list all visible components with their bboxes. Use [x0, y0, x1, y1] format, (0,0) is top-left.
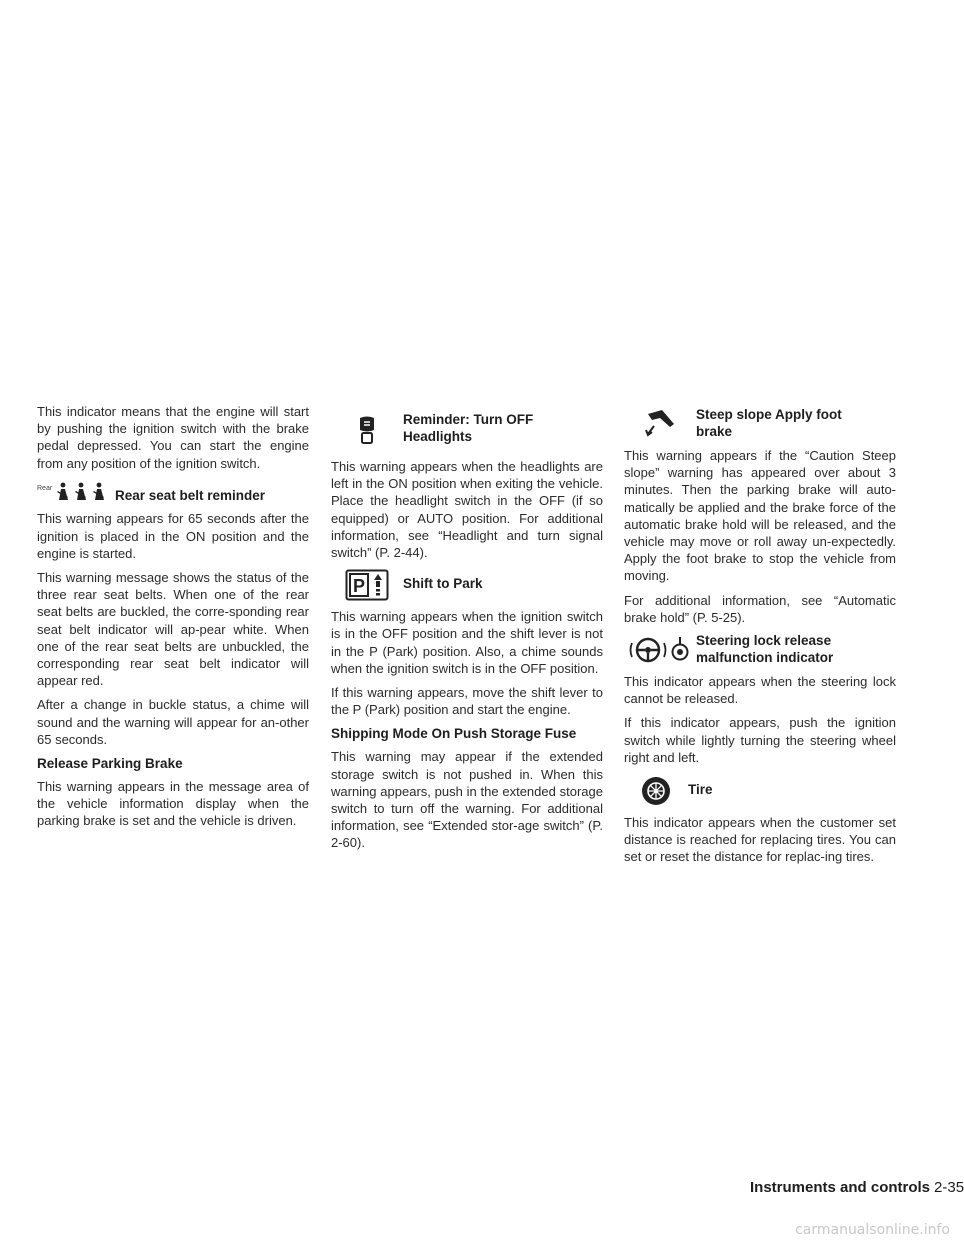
- headlights-title-line-1: Reminder: Turn OFF: [403, 412, 534, 427]
- steering-lock-paragraph-1: This indicator appears when the steering lock cannot be released.: [624, 674, 896, 707]
- tire-title: Tire: [688, 782, 713, 798]
- page-number: 2-35: [934, 1179, 964, 1196]
- section-title: Instruments and controls: [750, 1179, 931, 1196]
- rear-seat-paragraph-3: After a change in buckle status, a chime will sound and the warning will appear for an-other 65 seconds.: [37, 697, 309, 747]
- headlights-paragraph: This warning appears when the headlights are left in the ON position when exiting the vehicle. Place the headlight switch in the OFF (if so equipped) or AUTO position. For additional information, see “Headlight and turn signal switch” (P. 2-44).: [331, 459, 603, 561]
- steep-slope-foot-brake-icon: [624, 407, 696, 441]
- parking-brake-title: Release Parking Brake: [37, 755, 183, 771]
- steering-lock-heading: [624, 633, 896, 667]
- steep-slope-title-line-2: brake: [696, 423, 733, 439]
- shift-park-paragraph-2: If this warning appears, move the shift lever to the P (Park) position and start the engine.: [331, 685, 603, 718]
- steep-slope-title: [696, 407, 842, 440]
- rear-seat-paragraph-2: This warning message shows the status of the three rear seat belts. When one of the rear seat belts are buckled, the corre-sponding rear seat belt indicator will ap-pear white. When one of the rear seat belts are unbuckled, the corresponding rear seat belt indicator will appear red.: [37, 569, 309, 689]
- steering-lock-title-line-1: Steering lock release: [696, 633, 832, 649]
- column-3: [624, 405, 896, 873]
- page-footer: [750, 1179, 964, 1197]
- shipping-mode-title: Shipping Mode On Push Storage Fuse: [331, 726, 577, 742]
- rear-seat-belt-icon: [37, 479, 109, 503]
- headlight-icon: [331, 412, 403, 452]
- headlights-title: [403, 412, 533, 445]
- parking-brake-paragraph: This warning appears in the message area of the vehicle information display when the parking brake is set and the vehicle is driven.: [37, 778, 309, 829]
- svg-text:Rear: Rear: [37, 484, 53, 492]
- tire-paragraph: This indicator appears when the customer set distance is reached for replacing tires. You can set or reset the distance for replac-ing tires.: [624, 815, 896, 865]
- steep-slope-paragraph-2: For additional information, see “Automatic brake hold” (P. 5-25).: [624, 592, 896, 625]
- steep-slope-title-line-1: Steep slope Apply foot: [696, 407, 842, 422]
- steering-lock-title-line-2: malfunction indicator: [696, 649, 834, 665]
- intro-paragraph: This indicator means that the engine will start by pushing the ignition switch with the brake pedal depressed. You can start the engine from any position of the ignition switch.: [37, 404, 309, 471]
- shipping-mode-paragraph: This warning may appear if the extended storage switch is not pushed in. When this warning appears, push in the extended storage switch to turn off the warning. For additional information, see “Extended stor-age switch” (P. 2-60).: [331, 749, 603, 851]
- steering-lock-icon: [624, 633, 696, 667]
- steering-lock-paragraph-2: If this indicator appears, push the ignition switch while lightly turning the steering wheel right and left.: [624, 715, 896, 765]
- rear-seat-belt-heading: [37, 479, 309, 505]
- column-1: [37, 403, 309, 837]
- steering-lock-title: [696, 633, 833, 666]
- headlights-title-line-2: Headlights: [403, 428, 473, 444]
- shift-park-heading: [331, 568, 603, 602]
- steep-slope-paragraph-1: This warning appears if the “Caution Steep slope” warning has appeared over about 3 minutes. Then the parking brake will auto-matically be applied and the brake force of the automatic brake hold will be released, and the vehicle may move or roll away un-expectedly. Apply the foot brake to stop the vehicle from moving.: [624, 448, 896, 584]
- svg-text:P: P: [353, 576, 366, 597]
- headlights-heading: [331, 412, 603, 452]
- steep-slope-heading: [624, 407, 896, 441]
- watermark: carmanualsonline.info: [795, 1222, 950, 1238]
- tire-icon: [624, 774, 688, 808]
- column-2: [331, 410, 603, 859]
- shift-park-icon: [331, 568, 403, 602]
- rear-seat-paragraph-1: This warning appears for 65 seconds after the ignition is placed in the ON position and the engine is started.: [37, 511, 309, 561]
- rear-seat-belt-title: Rear seat belt reminder: [115, 487, 266, 503]
- shift-park-paragraph-1: This warning appears when the ignition switch is in the OFF position and the shift lever is not in the P (Park) position. Also, a chime sounds when the ignition switch is in the OFF position.: [331, 609, 603, 676]
- shift-park-title: Shift to Park: [403, 576, 483, 592]
- tire-heading: [624, 774, 896, 808]
